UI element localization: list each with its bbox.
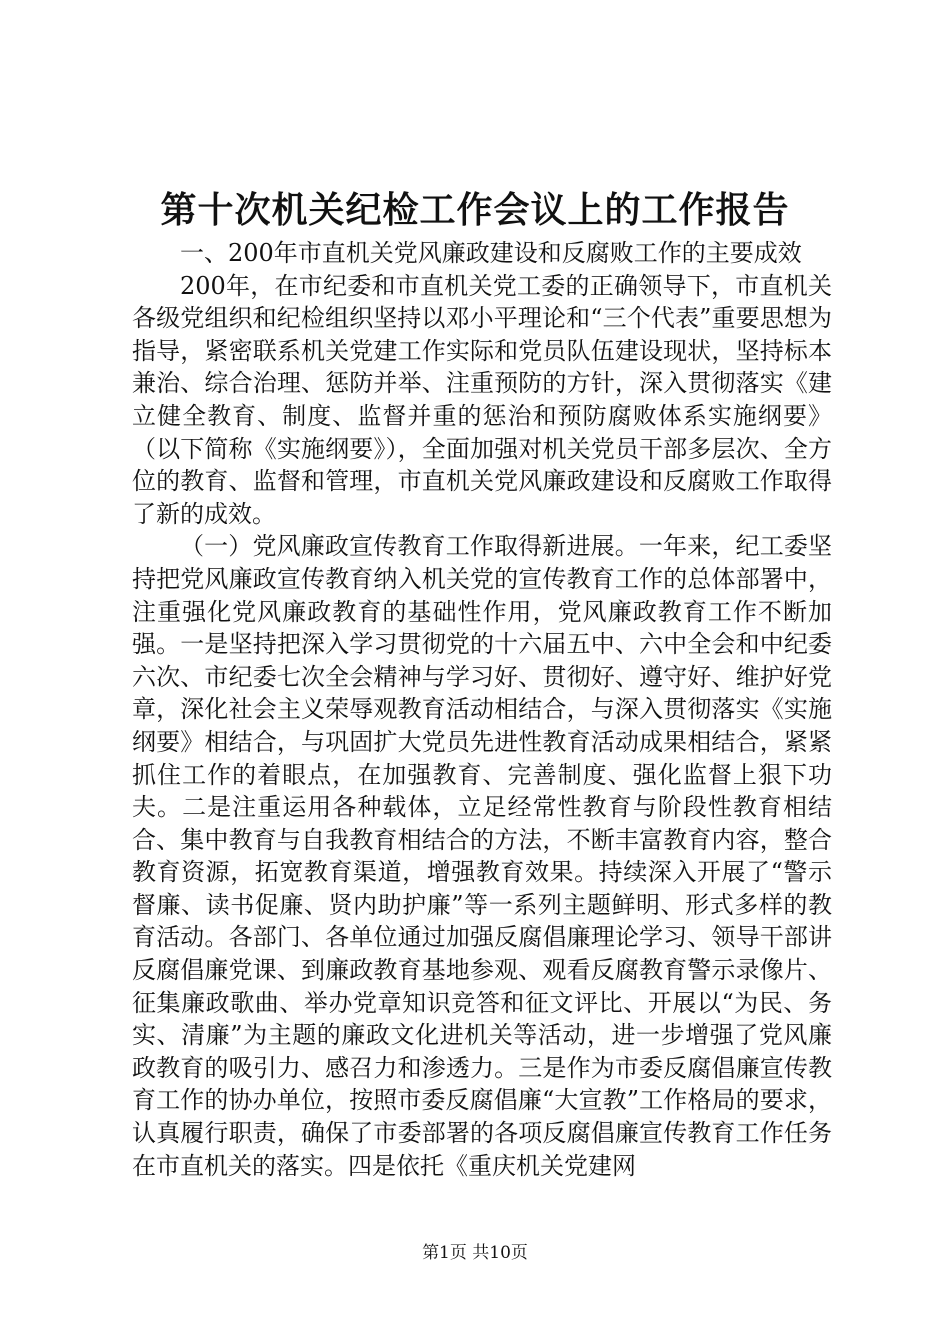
body-paragraph: 200年，在市纪委和市直机关党工委的正确领导下，市直机关各级党组织和纪检组织坚持以邓小平理论和“三个代表”重要思想为指导，紧密联系机关党建工作实际和党员队伍建设现状，坚持标本兼治、综合治理、惩防并举、注重预防的方针，深入贯彻落实《建立健全教育、制度、监督并重的惩治和预防腐败体系实施纲要》（以下简称《实施纲要》），全面加强对机关党员干部多层次、全方位的教育、监督和管理，市直机关党风廉政建设和反腐败工作取得了新的成效。 xyxy=(132,271,832,528)
document-title: 第十次机关纪检工作会议上的工作报告 xyxy=(160,189,790,231)
page-footer xyxy=(0,1241,950,1265)
body-paragraph: （一）党风廉政宣传教育工作取得新进展。一年来，纪工委坚持把党风廉政宣传教育纳入机关党的宣传教育工作的总体部署中，注重强化党风廉政教育的基础性作用，党风廉政教育工作不断加强。一是坚持把深入学习贯彻党的十六届五中、六中全会和中纪委六次、市纪委七次全会精神与学习好、贯彻好、遵守好、维护好党章，深化社会主义荣辱观教育活动相结合，与深入贯彻落实《实施纲要》相结合，与巩固扩大党员先进性教育活动成果相结合，紧紧抓住工作的着眼点，在加强教育、完善制度、强化监督上狠下功夫。二是注重运用各种载体，立足经常性教育与阶段性教育相结合、集中教育与自我教育相结合的方法，不断丰富教育内容，整合教育资源，拓宽教育渠道，增强教育效果。持续深入开展了“警示督廉、读书促廉、贤内助护廉”等一系列主题鲜明、形式多样的教育活动。各部门、各单位通过加强反腐倡廉理论学习、领导干部讲反腐倡廉党课、到廉政教育基地参观、观看反腐教育警示录像片、征集廉政歌曲、举办党章知识竞答和征文评比、开展以“为民、务实、清廉”为主题的廉政文化进机关等活动，进一步增强了党风廉政教育的吸引力、感召力和渗透力。三是作为市委反腐倡廉宣传教育工作的协办单位，按照市委反腐倡廉“大宣教”工作格局的要求，认真履行职责，确保了市委部署的各项反腐倡廉宣传教育工作任务在市直机关的落实。四是依托《重庆机关党建网 xyxy=(132,532,832,1180)
page-number: 第1页 共10页 xyxy=(422,1243,528,1263)
section-heading: 一、200年市直机关党风廉政建设和反腐败工作的主要成效 xyxy=(180,239,802,267)
document-body xyxy=(132,237,832,1182)
